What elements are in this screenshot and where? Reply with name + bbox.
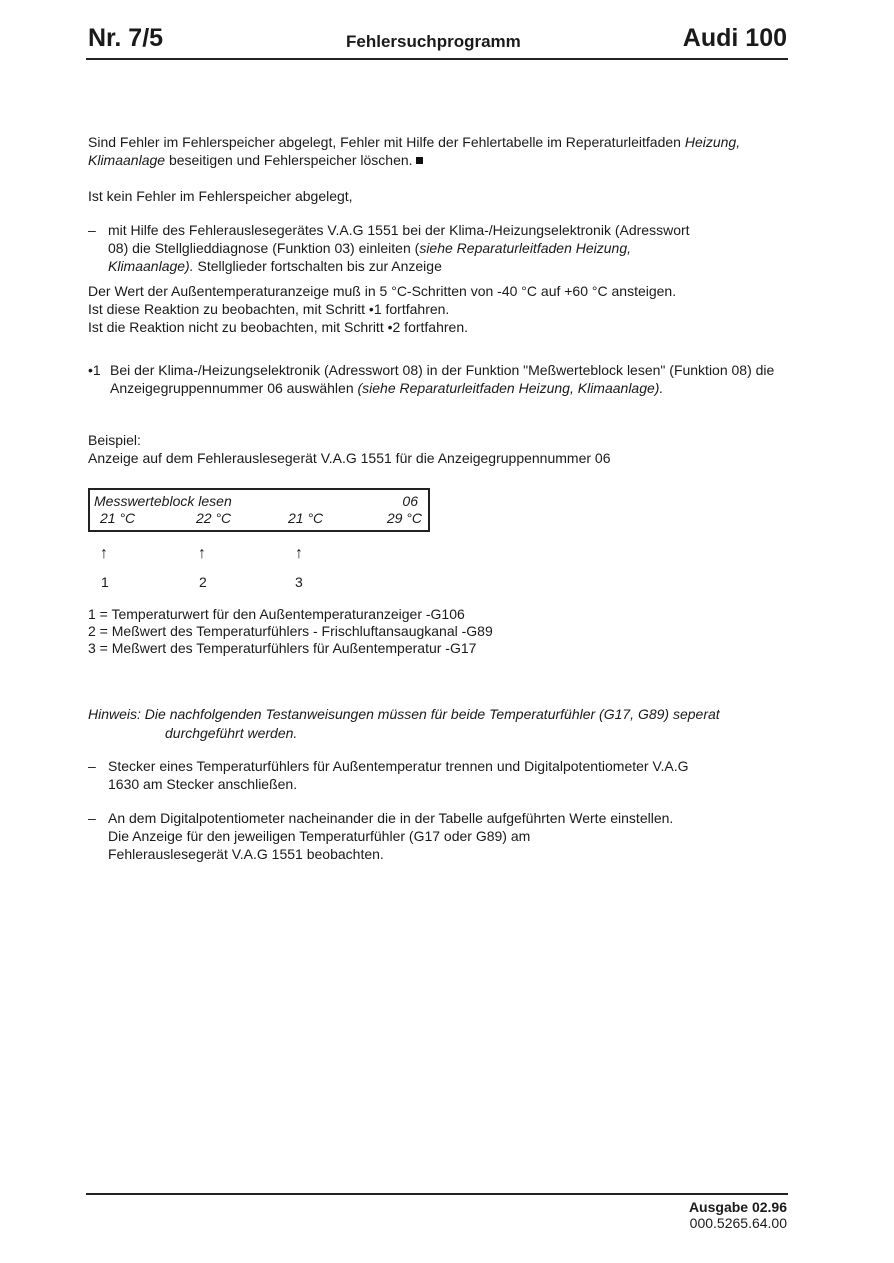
page-title: Fehlersuchprogramm <box>346 32 521 51</box>
note-line-1: Hinweis: Die nachfolgenden Testanweisungen müssen für beide Temperaturfühler (G17, G89) seperat <box>88 706 720 722</box>
intro-text: Sind Fehler im Fehlerspeicher abgelegt, Fehler mit Hilfe der Fehlertabelle im Reperaturleitfaden <box>88 134 685 150</box>
arrow-up-icon: ↑ <box>295 545 303 562</box>
step3-line-2: Die Anzeige für den jeweiligen Temperaturfühler (G17 oder G89) am Fehlerauslesegerät V.A.G 1551 beobachten. <box>108 828 531 862</box>
intro-paragraph <box>88 133 788 169</box>
footer-rule <box>86 1193 788 1195</box>
check-line-1: Der Wert der Außentemperaturanzeige muß in 5 °C-Schritten von -40 °C auf +60 °C ansteigen. <box>88 283 677 299</box>
page-header <box>88 22 787 62</box>
display-group-number: 06 <box>402 493 418 509</box>
legend <box>88 606 688 657</box>
step-set-values <box>88 809 788 863</box>
marker-number-2: 2 <box>199 574 207 590</box>
check-line-3: Ist die Reaktion nicht zu beobachten, mit Schritt •2 fortfahren. <box>88 319 468 335</box>
dash-marker: – <box>88 758 96 774</box>
display-value-3: 21 °C <box>288 510 324 526</box>
example-block <box>88 431 788 467</box>
end-square-icon <box>416 157 423 164</box>
step-1-block <box>88 361 788 397</box>
step-1-marker: •1 <box>88 362 101 378</box>
header-rule <box>86 58 788 60</box>
page-footer <box>689 1199 787 1231</box>
dash-marker: – <box>88 222 96 238</box>
display-value-1: 21 °C <box>100 510 136 526</box>
example-label: Beispiel: <box>88 432 141 448</box>
legend-item-2: 2 = Meßwert des Temperaturfühlers - Frischluftansaugkanal -G89 <box>88 623 493 639</box>
edition-label: Ausgabe 02.96 <box>688 1199 787 1215</box>
step1-reference: siehe Reparaturleitfaden Heizung, Klimaanlage). <box>108 240 632 274</box>
arrow-up-icon: ↑ <box>100 545 108 562</box>
intro-text-end: beseitigen und Fehlerspeicher löschen. <box>165 152 413 168</box>
step-1-text: Bei der Klima-/Heizungselektronik (Adresswort 08) in der Funktion "Meßwerteblock lesen" (Funktion 08) die Anzeigegruppennummer 06 auswählen <box>110 362 775 396</box>
no-fault-line: Ist kein Fehler im Fehlerspeicher abgelegt, <box>88 188 353 204</box>
vehicle-model: Audi 100 <box>682 24 787 52</box>
step-1-reference: (siehe Reparaturleitfaden Heizung, Klimaanlage). <box>357 380 664 396</box>
marker-number-1: 1 <box>101 574 109 590</box>
step-actuator-diagnosis <box>88 221 788 275</box>
page-number: Nr. 7/5 <box>88 24 164 52</box>
display-value-2: 22 °C <box>196 510 232 526</box>
step1-text: mit Hilfe des Fehlerauslesegerätes V.A.G 1551 bei der Klima-/Heizungselektronik (Adresswort 08) die Stellglieddiagnose (Funktion 03) einleiten ( <box>108 222 690 256</box>
marker-number-3: 3 <box>295 574 303 590</box>
dash-marker: – <box>88 810 96 826</box>
legend-item-3: 3 = Meßwert des Temperaturfühlers für Außentemperatur -G17 <box>88 640 477 656</box>
tester-display <box>88 488 430 532</box>
document-code: 000.5265.64.00 <box>689 1215 787 1231</box>
display-title: Messwerteblock lesen <box>94 493 232 509</box>
example-description: Anzeige auf dem Fehlerauslesegerät V.A.G 1551 für die Anzeigegruppennummer 06 <box>88 450 611 466</box>
note-block <box>88 705 788 743</box>
step1-text-end: Stellglieder fortschalten bis zur Anzeige <box>193 258 442 274</box>
step3-line-1: An dem Digitalpotentiometer nacheinander die in der Tabelle aufgeführten Werte einstellen. <box>108 810 674 826</box>
step2-text: Stecker eines Temperaturfühlers für Außentemperatur trennen und Digitalpotentiometer V.A.G 1630 am Stecker anschließen. <box>108 758 689 792</box>
step-connect-potentiometer <box>88 757 788 793</box>
intro-reference: Heizung, Klimaanlage <box>88 134 741 168</box>
display-value-4: 29 °C <box>386 510 422 526</box>
check-line-2: Ist diese Reaktion zu beobachten, mit Schritt •1 fortfahren. <box>88 301 450 317</box>
check-paragraph <box>88 282 788 336</box>
arrow-up-icon: ↑ <box>198 545 206 562</box>
legend-item-1: 1 = Temperaturwert für den Außentemperaturanzeiger -G106 <box>88 606 465 622</box>
note-line-2: durchgeführt werden. <box>165 725 298 741</box>
